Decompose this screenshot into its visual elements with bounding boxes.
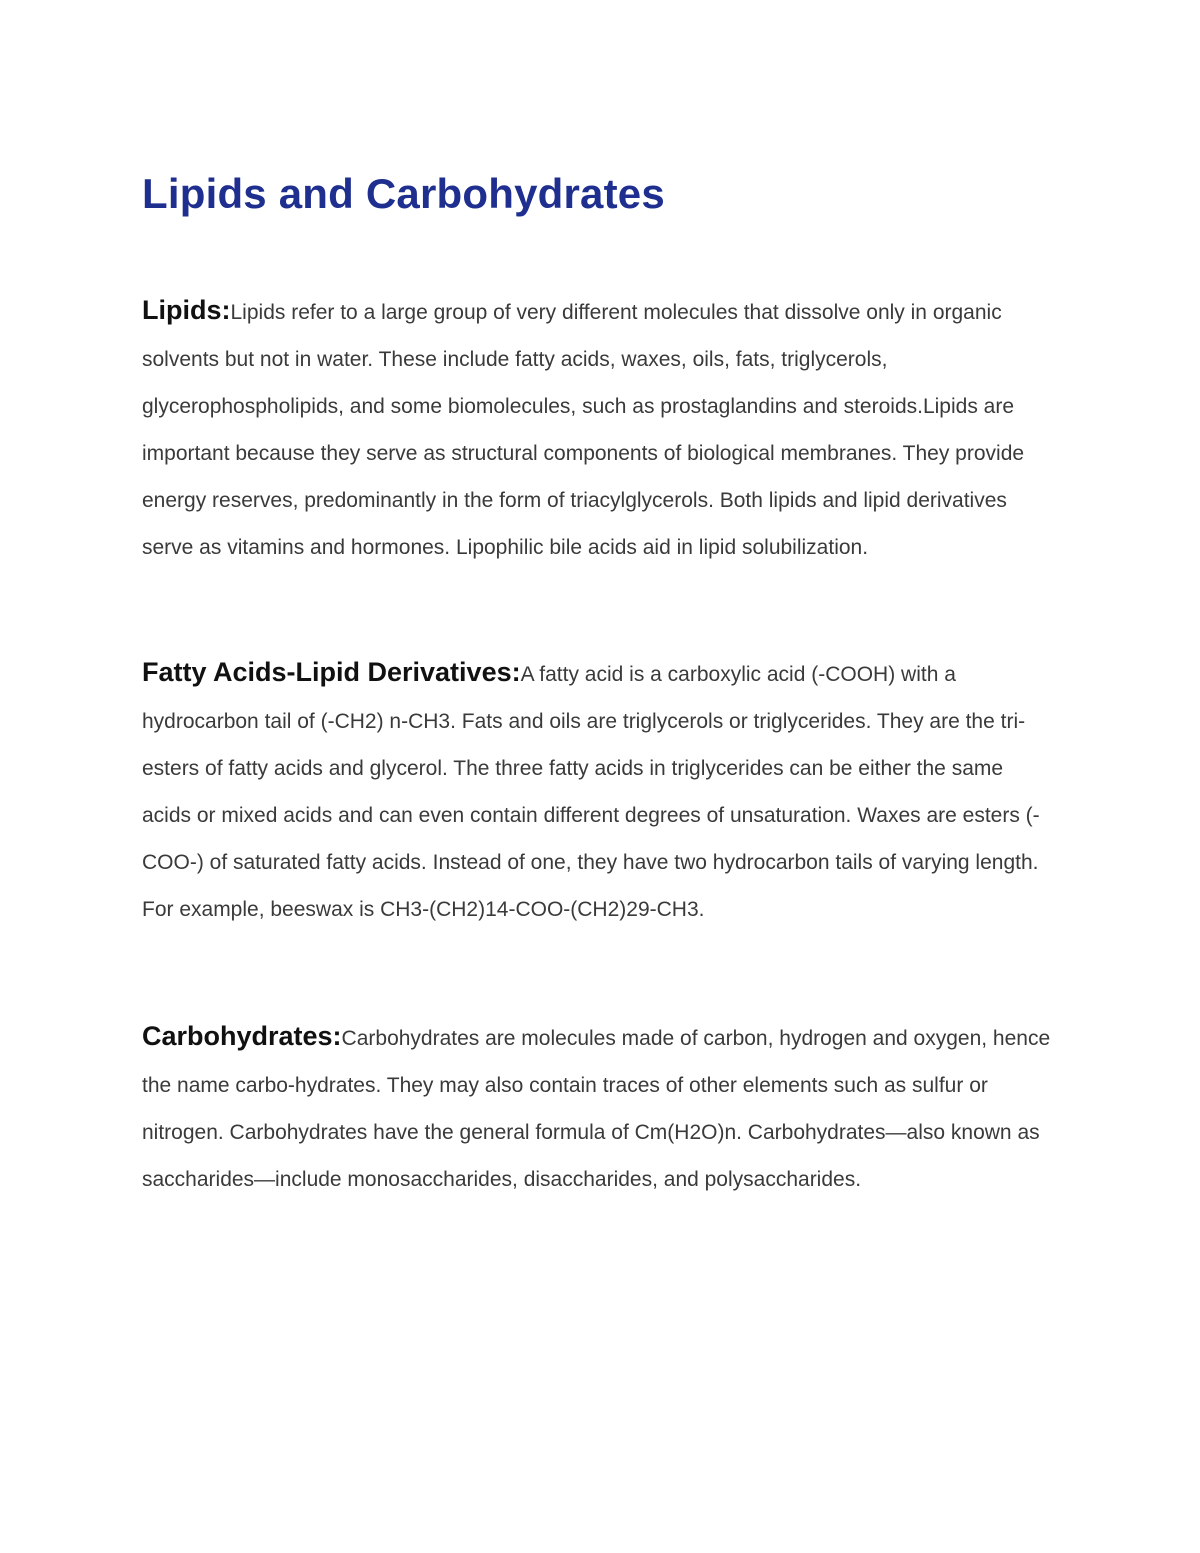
section-text-lipids: Lipids refer to a large group of very different molecules that dissolve only in organic solvents but not in water. These include fatty acids, waxes, oils, fats, triglycerols, glycerophospholipids, and some biomolecules, such as prostaglandins and steroids.Lipids are important because they serve as structural components of biological membranes. They provide energy reserves, predominantly in the form of triacylglycerols. Both lipids and lipid derivatives serve as vitamins and hormones. Lipophilic bile acids aid in lipid solubilization. bbox=[142, 301, 1025, 559]
section-lipids bbox=[142, 287, 1057, 571]
section-label-carbohydrates: Carbohydrates: bbox=[142, 1021, 342, 1051]
section-text-carbohydrates: Carbohydrates are molecules made of carbon, hydrogen and oxygen, hence the name carbo-hydrates. They may also contain traces of other elements such as sulfur or nitrogen. Carbohydrates have the general formula of Cm(H2O)n. Carbohydrates—also known as saccharides—include monosaccharides, disaccharides, and polysaccharides. bbox=[142, 1027, 1051, 1191]
page-title: Lipids and Carbohydrates bbox=[142, 170, 665, 217]
section-text-fatty-acids: A fatty acid is a carboxylic acid (-COOH) with a hydrocarbon tail of (-CH2) n-CH3. Fats and oils are triglycerols or triglycerides. They are the tri-esters of fatty acids and glycerol. The three fatty acids in triglycerides can be either the same acids or mixed acids and can even contain different degrees of unsaturation. Waxes are esters (-COO-) of saturated fatty acids. Instead of one, they have two hydrocarbon tails of varying length. For example, beeswax is CH3-(CH2)14-COO-(CH2)29-CH3. bbox=[142, 663, 1040, 921]
section-fatty-acids bbox=[142, 649, 1057, 933]
section-label-lipids: Lipids: bbox=[142, 295, 231, 325]
section-carbohydrates bbox=[142, 1013, 1057, 1203]
section-label-fatty-acids: Fatty Acids-Lipid Derivatives: bbox=[142, 657, 521, 687]
